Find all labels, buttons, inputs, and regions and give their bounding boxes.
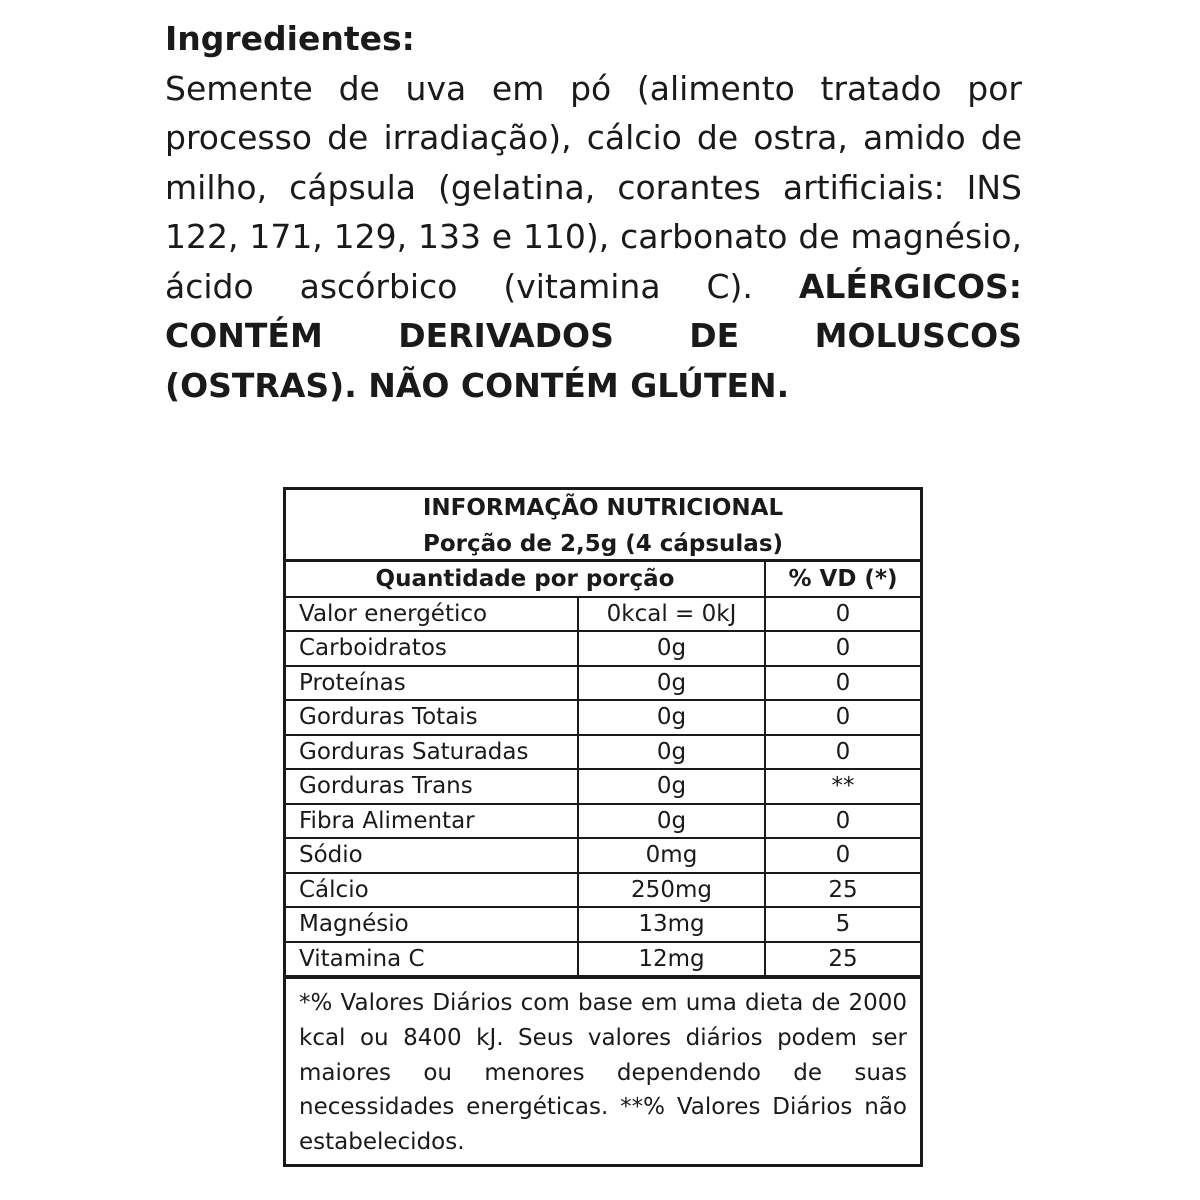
nutrient-vd: 0 — [765, 838, 920, 873]
nutrient-amount: 0g — [578, 769, 765, 804]
table-row — [286, 631, 920, 666]
nutrient-name: Gorduras Trans — [286, 769, 578, 804]
nutrient-name: Vitamina C — [286, 942, 578, 977]
nutrient-name: Magnésio — [286, 907, 578, 942]
nutrient-name: Gorduras Totais — [286, 700, 578, 735]
nutrient-amount: 0kcal = 0kJ — [578, 597, 765, 632]
table-row — [286, 942, 920, 977]
nutrient-amount: 0mg — [578, 838, 765, 873]
nutrient-amount: 0g — [578, 700, 765, 735]
table-row — [286, 700, 920, 735]
table-row — [286, 804, 920, 839]
nutrient-vd: 0 — [765, 666, 920, 701]
column-header-row — [286, 562, 920, 597]
nutrient-vd: 25 — [765, 873, 920, 908]
nutrient-vd: 0 — [765, 804, 920, 839]
nutrient-vd: 0 — [765, 631, 920, 666]
nutrient-name: Proteínas — [286, 666, 578, 701]
nutrition-header — [286, 490, 920, 562]
allergen-warning: ALÉRGICOS: CONTÉM DERIVADOS DE MOLUSCOS (OSTRAS). NÃO CONTÉM GLÚTEN. — [165, 266, 1022, 405]
serving-size: Porção de 2,5g (4 cápsulas) — [422, 531, 784, 557]
nutrient-vd: 5 — [765, 907, 920, 942]
nutrition-grid — [286, 562, 920, 977]
nutrient-vd: 25 — [765, 942, 920, 977]
nutrient-amount: 12mg — [578, 942, 765, 977]
nutrient-amount: 0g — [578, 631, 765, 666]
nutrient-name: Cálcio — [286, 873, 578, 908]
ingredients-section — [165, 14, 1022, 410]
nutrient-name: Fibra Alimentar — [286, 804, 578, 839]
nutrient-vd: 0 — [765, 735, 920, 770]
table-row — [286, 873, 920, 908]
nutrient-amount: 0g — [578, 804, 765, 839]
nutrient-name: Sódio — [286, 838, 578, 873]
nutrition-facts-table — [283, 487, 923, 1167]
table-row — [286, 769, 920, 804]
nutrient-vd: 0 — [765, 597, 920, 632]
nutrient-vd: 0 — [765, 700, 920, 735]
ingredients-text — [165, 64, 1022, 411]
table-row — [286, 597, 920, 632]
nutrition-footnote: *% Valores Diários com base em uma dieta de 2000 kcal ou 8400 kJ. Seus valores diários podem ser maiores ou menores dependendo de suas necessidades energéticas. **% Valores Diários não estabelecidos. — [286, 977, 920, 1164]
nutrient-name: Gorduras Saturadas — [286, 735, 578, 770]
table-row — [286, 735, 920, 770]
nutrient-name: Valor energético — [286, 597, 578, 632]
table-row — [286, 838, 920, 873]
ingredients-list: Semente de uva em pó (alimento tratado por processo de irradiação), cálcio de ostra, amido de milho, cápsula (gelatina, corantes artificiais: INS 122, 171, 129, 133 e 110), carbonato de magnésio, ácido ascórbico (vitamina C). — [165, 68, 1022, 306]
ingredients-title: Ingredientes: — [165, 19, 415, 58]
nutrient-amount: 0g — [578, 735, 765, 770]
nutrient-amount: 13mg — [578, 907, 765, 942]
quantity-header: Quantidade por porção — [286, 562, 765, 597]
nutrient-name: Carboidratos — [286, 631, 578, 666]
nutrient-amount: 0g — [578, 666, 765, 701]
nutrient-amount: 250mg — [578, 873, 765, 908]
table-row — [286, 666, 920, 701]
nutrition-title: INFORMAÇÃO NUTRICIONAL — [422, 495, 784, 521]
table-row — [286, 907, 920, 942]
vd-header: % VD (*) — [765, 562, 920, 597]
nutrient-vd: ** — [765, 769, 920, 804]
